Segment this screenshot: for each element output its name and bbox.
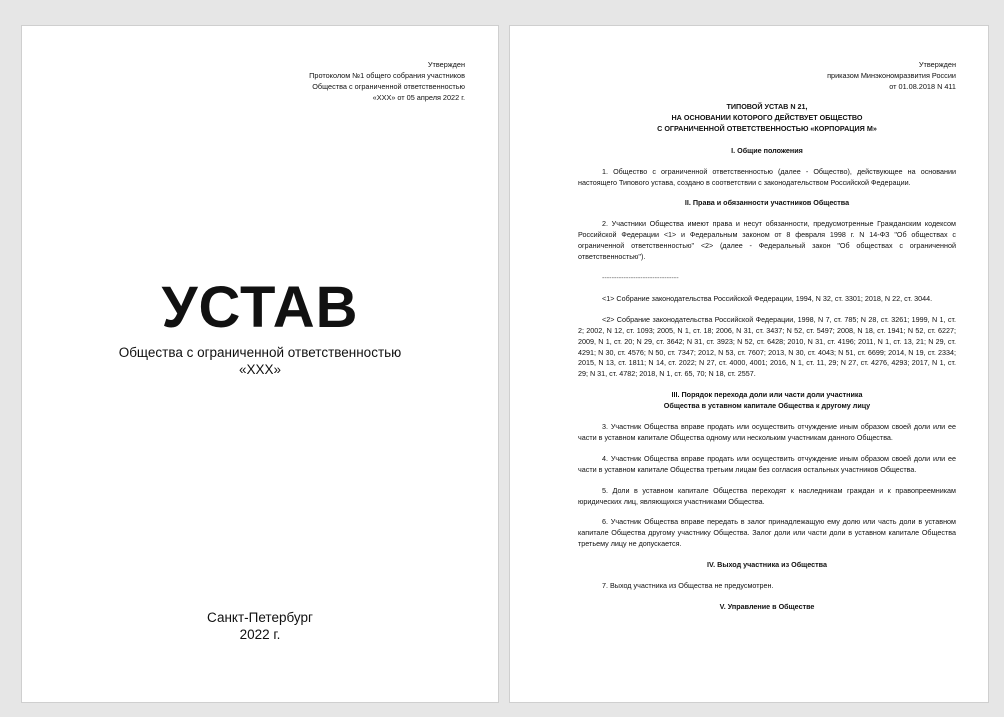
company-name-line: Общества с ограниченной ответственностью xyxy=(118,345,402,360)
approval-stamp xyxy=(309,59,465,103)
approval-line: Утвержден xyxy=(427,60,465,69)
section-title: V. Управление в Обществе xyxy=(719,602,815,611)
approval-line: Протоколом №1 общего собрания участников xyxy=(309,71,465,80)
approval-line: «ХХХ» от 05 апреля 2022 г. xyxy=(372,93,465,102)
document-title: УСТАВ xyxy=(161,275,359,340)
paragraph: 7. Выход участника из Общества не предусмотрен. xyxy=(602,581,774,591)
document-heading xyxy=(578,102,956,135)
year: 2022 г. xyxy=(239,627,281,642)
section-title: IV. Выход участника из Общества xyxy=(707,560,827,570)
paragraph: 1. Общество с ограниченной ответственностью (далее - Общество), действующее на основании настоящего Типового устава, создано в соответствии с законодательством Российской Федерации. xyxy=(578,166,956,187)
heading-line: НА ОСНОВАНИИ КОТОРОГО ДЕЙСТВУЕТ ОБЩЕСТВО xyxy=(671,112,863,122)
section-title: I. Общие положения xyxy=(731,145,803,155)
paragraph: 5. Доли в уставном капитале Общества переходят к наследникам граждан и к правопреемникам юридических лиц, являющихся участниками Общества. xyxy=(578,485,956,506)
paragraph: 4. Участник Общества вправе продать или осуществить отчуждение иным образом своей доли или ее части в уставном капитале Общества третьим лицам без согласия остальных участников Общества. xyxy=(578,453,956,474)
footnote: <2> Собрание законодательства Российской Федерации, 1998, N 7, ст. 785; N 28, ст. 3261; 1999, N 1, ст. 2; 2002, N 12, ст. 1093; 2005, N 1, ст. 18; 2006, N 31, ст. 3437; N 52, ст. 5497; 2008, N 18, ст. 1941; N 52, ст. 6227; 2009, N 1, ст. 20; N 29, ст. 3642; N 31, ст. 3923; N 52, ст. 6428; 2010, N 31, ст. 4196; 2011, N 1, ст. 13, 21; N 29, ст. 4291; N 30, ст. 4576; N 50, ст. 7347; 2012, N 53, ст. 7607; 2013, N 30, ст. 4043; N 51, ст. 6699; 2014, N 19, ст. 2334; 2015, N 13, ст. 1811; N 14, ст. 2022; N 27, ст. 4000, 4001; 2016, N 1, ст. 11, 29; N 27, ст. 4276, 4293; 2017, N 1, ст. 29; N 31, ст. 4782; 2018, N 1, ст. 65, 70; N 18, ст. 2557. xyxy=(578,314,956,379)
section-title: II. Права и обязанности участников Общества xyxy=(684,198,850,208)
approval-stamp xyxy=(827,59,956,92)
heading-line: С ОГРАНИЧЕННОЙ ОТВЕТСТВЕННОСТЬЮ «КОРПОРАЦИЯ М» xyxy=(657,123,877,133)
company-name-line: «ХХХ» xyxy=(238,362,282,377)
heading-line: ТИПОВОЙ УСТАВ N 21, xyxy=(726,102,808,111)
city: Санкт-Петербург xyxy=(207,610,313,625)
section-title-line: III. Порядок перехода доли или части доли участника xyxy=(671,390,863,400)
paragraph: 2. Участники Общества имеют права и несут обязанности, предусмотренные Гражданским кодексом Российской Федерации <1> и Федеральным законом от 8 февраля 1998 г. N 14-ФЗ "Об обществах с ограниченной ответственностью" <2> (далее - Федеральный закон "Об обществах с ограниченной ответственностью"). xyxy=(578,219,956,262)
section-title xyxy=(578,390,956,412)
document-body xyxy=(578,102,956,613)
section-title-line: Общества в уставном капитале Общества к другому лицу xyxy=(663,401,871,411)
cover-page xyxy=(22,26,498,702)
approval-line: Общества с ограниченной ответственностью xyxy=(312,82,465,91)
paragraph: 3. Участник Общества вправе продать или осуществить отчуждение иным образом своей доли или ее части в уставном капитале Общества одному или нескольким участникам данного Общества. xyxy=(578,422,956,442)
text-page xyxy=(510,26,988,702)
approval-line: приказом Минэкономразвития России xyxy=(827,71,956,80)
company-name xyxy=(22,344,498,378)
approval-line: Утвержден xyxy=(918,60,956,69)
place-and-year xyxy=(22,609,498,643)
footnote: <1> Собрание законодательства Российской Федерации, 1994, N 32, ст. 3301; 2018, N 22, ст. 3044. xyxy=(602,293,933,303)
paragraph: 6. Участник Общества вправе передать в залог принадлежащую ему долю или часть доли в уставном капитале Общества другому участнику Общества. Залог доли или части доли в уставном капитале Общества третьему лицу не допускается. xyxy=(578,517,956,549)
footnote-separator: -------------------------------- xyxy=(602,272,679,282)
approval-line: от 01.08.2018 N 411 xyxy=(889,82,956,91)
